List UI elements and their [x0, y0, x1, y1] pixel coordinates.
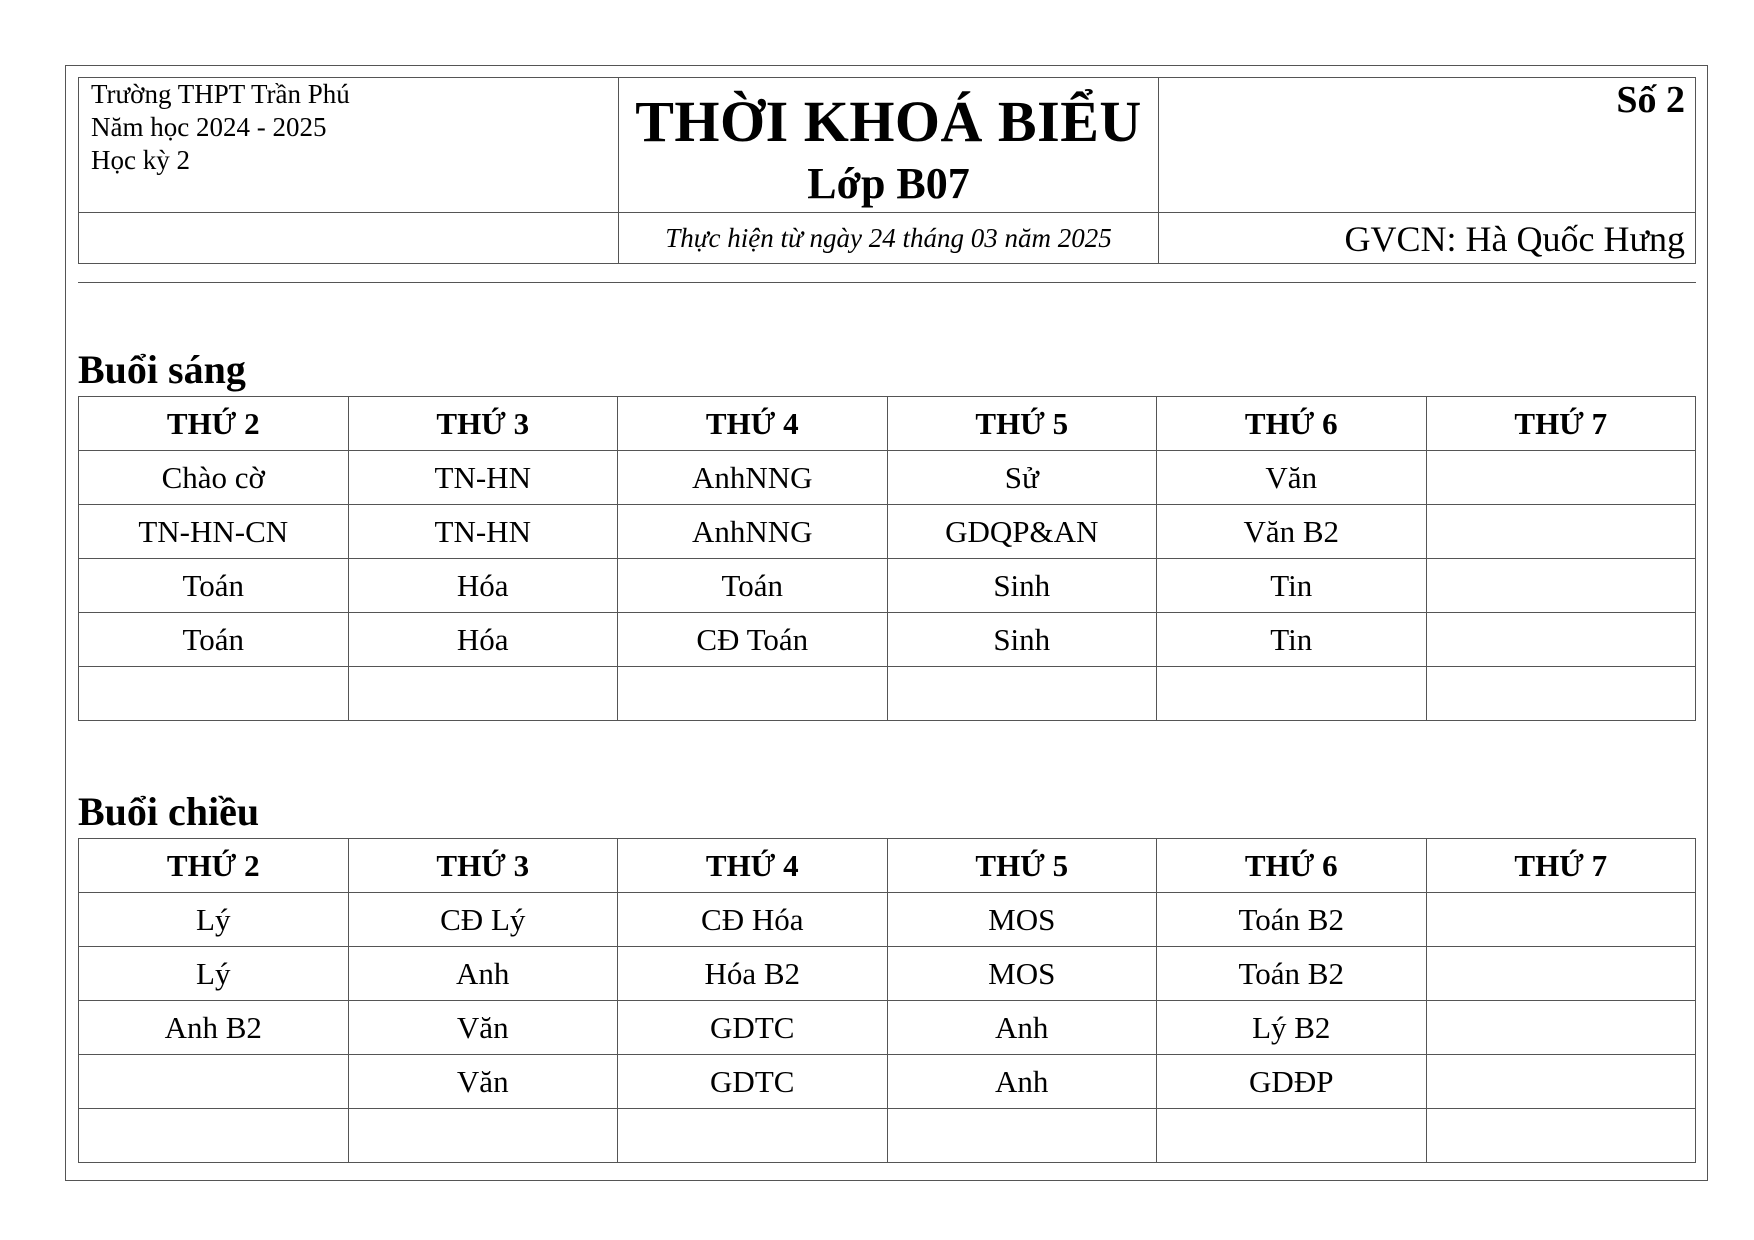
- subject-cell: [887, 1109, 1157, 1163]
- subject-cell: [1426, 893, 1696, 947]
- subject-cell: Văn: [1157, 451, 1427, 505]
- morning-timetable: [78, 396, 1696, 721]
- subject-cell: [1426, 505, 1696, 559]
- subject-cell: Anh: [348, 947, 618, 1001]
- subject-cell: Anh: [887, 1001, 1157, 1055]
- morning-title: Buổi sáng: [78, 347, 246, 392]
- subject-cell: Văn B2: [1157, 505, 1427, 559]
- subject-cell: AnhNNG: [618, 451, 888, 505]
- subject-cell: AnhNNG: [618, 505, 888, 559]
- afternoon-timetable: [78, 838, 1696, 1163]
- school-year: Năm học 2024 - 2025: [91, 112, 327, 142]
- document-header: [78, 77, 1696, 264]
- subject-cell: [348, 667, 618, 721]
- header-divider: [619, 212, 1158, 213]
- day-header: THỨ 6: [1157, 839, 1427, 893]
- info-block: [1159, 78, 1695, 263]
- subject-cell: [348, 1109, 618, 1163]
- page-title: THỜI KHOÁ BIỂU: [635, 89, 1142, 154]
- class-label: Lớp B07: [807, 159, 970, 208]
- subject-cell: [1426, 451, 1696, 505]
- subject-cell: Lý: [79, 893, 349, 947]
- document-number: Số 2: [1616, 79, 1685, 121]
- subject-cell: [79, 667, 349, 721]
- subject-cell: [1157, 1109, 1427, 1163]
- header-row: [79, 397, 1696, 451]
- day-header: THỨ 3: [348, 839, 618, 893]
- subject-cell: Toán B2: [1157, 893, 1427, 947]
- subject-cell: [1426, 947, 1696, 1001]
- school-name: Trường THPT Trần Phú: [91, 79, 350, 109]
- subject-cell: TN-HN: [348, 505, 618, 559]
- subject-cell: MOS: [887, 947, 1157, 1001]
- subject-cell: GDTC: [618, 1055, 888, 1109]
- subject-cell: GDTC: [618, 1001, 888, 1055]
- subject-cell: [79, 1055, 349, 1109]
- subject-cell: Hóa B2: [618, 947, 888, 1001]
- subject-cell: MOS: [887, 893, 1157, 947]
- period-row: [79, 559, 1696, 613]
- day-header: THỨ 4: [618, 397, 888, 451]
- subject-cell: Anh: [887, 1055, 1157, 1109]
- subject-cell: CĐ Toán: [618, 613, 888, 667]
- subject-cell: [618, 1109, 888, 1163]
- homeroom-teacher: GVCN: Hà Quốc Hưng: [1344, 219, 1685, 259]
- subject-cell: Văn: [348, 1055, 618, 1109]
- subject-cell: Hóa: [348, 559, 618, 613]
- subject-cell: Sinh: [887, 613, 1157, 667]
- subject-cell: TN-HN-CN: [79, 505, 349, 559]
- day-header: THỨ 2: [79, 839, 349, 893]
- title-block: [619, 78, 1159, 263]
- subject-cell: Hóa: [348, 613, 618, 667]
- subject-cell: [1426, 613, 1696, 667]
- subject-cell: [1426, 1001, 1696, 1055]
- period-row: [79, 505, 1696, 559]
- subject-cell: Sử: [887, 451, 1157, 505]
- subject-cell: GDQP&AN: [887, 505, 1157, 559]
- subject-cell: [1426, 1055, 1696, 1109]
- period-row: [79, 667, 1696, 721]
- subject-cell: [887, 667, 1157, 721]
- subject-cell: Chào cờ: [79, 451, 349, 505]
- day-header: THỨ 5: [887, 839, 1157, 893]
- header-row: [79, 839, 1696, 893]
- subject-cell: [79, 1109, 349, 1163]
- period-row: [79, 1109, 1696, 1163]
- subject-cell: [1157, 667, 1427, 721]
- header-divider: [79, 212, 618, 213]
- subject-cell: Tin: [1157, 613, 1427, 667]
- afternoon-title: Buổi chiều: [78, 789, 260, 834]
- subject-cell: [1426, 667, 1696, 721]
- subject-cell: Toán: [79, 559, 349, 613]
- subject-cell: Văn: [348, 1001, 618, 1055]
- subject-cell: Lý: [79, 947, 349, 1001]
- day-header: THỨ 2: [79, 397, 349, 451]
- subject-cell: Anh B2: [79, 1001, 349, 1055]
- subject-cell: Toán: [79, 613, 349, 667]
- day-header: THỨ 5: [887, 397, 1157, 451]
- subject-cell: Lý B2: [1157, 1001, 1427, 1055]
- period-row: [79, 1055, 1696, 1109]
- period-row: [79, 947, 1696, 1001]
- subject-cell: Toán: [618, 559, 888, 613]
- effective-date: Thực hiện từ ngày 24 tháng 03 năm 2025: [665, 223, 1112, 253]
- period-row: [79, 1001, 1696, 1055]
- day-header: THỨ 3: [348, 397, 618, 451]
- subject-cell: Sinh: [887, 559, 1157, 613]
- period-row: [79, 893, 1696, 947]
- header-divider: [1159, 212, 1695, 213]
- subject-cell: Tin: [1157, 559, 1427, 613]
- subject-cell: [1426, 559, 1696, 613]
- subject-cell: CĐ Hóa: [618, 893, 888, 947]
- period-row: [79, 451, 1696, 505]
- subject-cell: [618, 667, 888, 721]
- subject-cell: [1426, 1109, 1696, 1163]
- day-header: THỨ 7: [1426, 839, 1696, 893]
- day-header: THỨ 4: [618, 839, 888, 893]
- subject-cell: GDĐP: [1157, 1055, 1427, 1109]
- day-header: THỨ 7: [1426, 397, 1696, 451]
- subject-cell: TN-HN: [348, 451, 618, 505]
- subject-cell: CĐ Lý: [348, 893, 618, 947]
- school-info-block: [79, 78, 619, 263]
- subject-cell: Toán B2: [1157, 947, 1427, 1001]
- day-header: THỨ 6: [1157, 397, 1427, 451]
- section-separator: [78, 282, 1696, 283]
- semester: Học kỳ 2: [91, 145, 190, 175]
- period-row: [79, 613, 1696, 667]
